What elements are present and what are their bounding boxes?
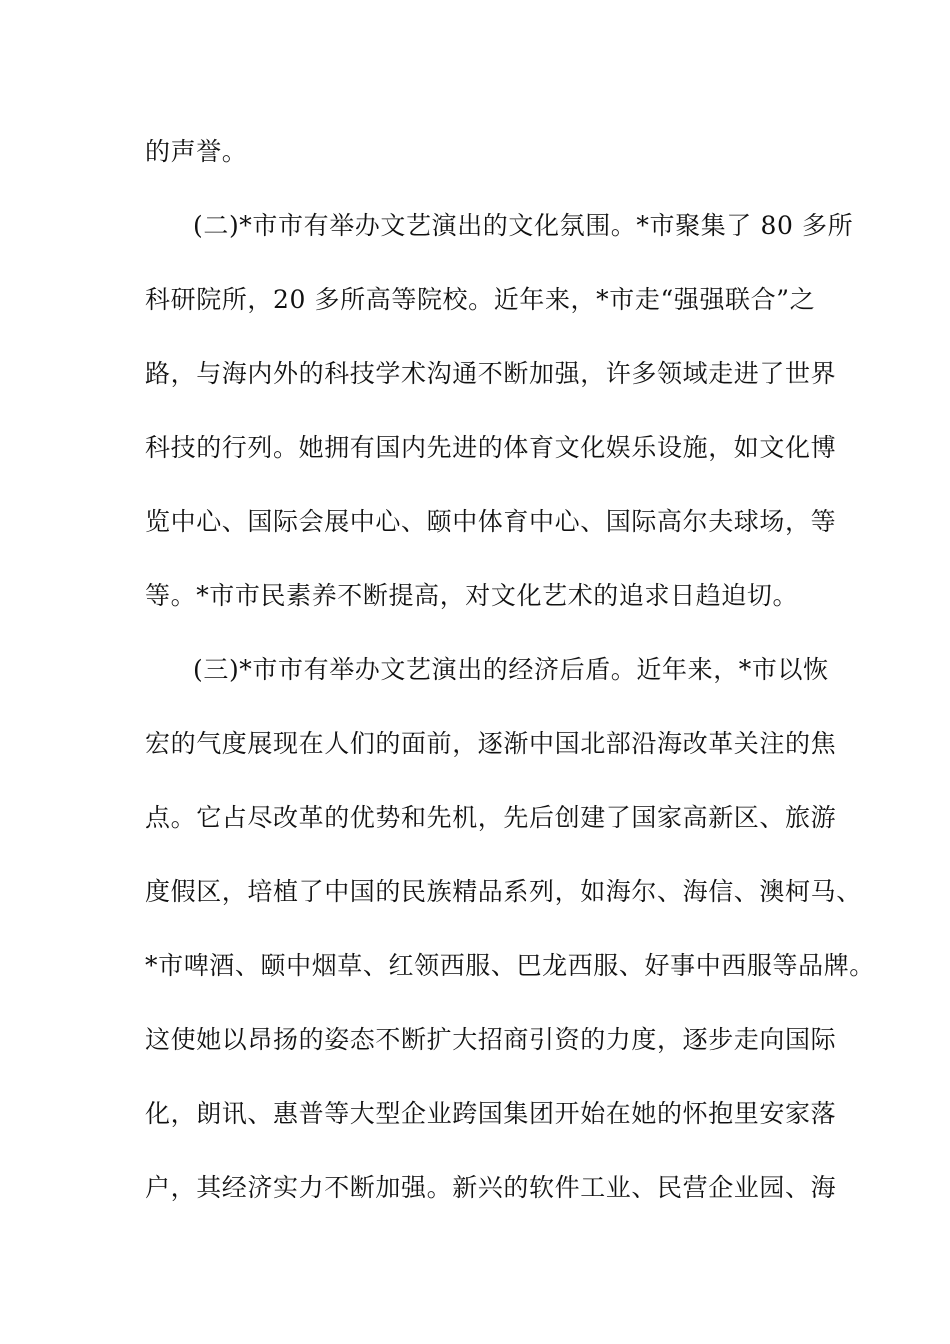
text-line: 户，其经济实力不断加强。新兴的软件工业、民营企业园、海	[145, 1173, 837, 1202]
text-line: 览中心、国际会展中心、颐中体育中心、国际高尔夫球场，等	[145, 507, 837, 536]
text-line: 路，与海内外的科技学术沟通不断加强，许多领域走进了世界	[145, 359, 837, 388]
text-line: 科研院所，20 多所高等院校。近年来，*市走“强强联合”之	[145, 285, 816, 314]
text-line: *市啤酒、颐中烟草、红领西服、巴龙西服、好事中西服等品牌。	[145, 951, 875, 980]
text-line: 化，朗讯、惠普等大型企业跨国集团开始在她的怀抱里安家落	[145, 1099, 837, 1128]
text-line: 这使她以昂扬的姿态不断扩大招商引资的力度，逐步走向国际	[145, 1025, 837, 1054]
text-line: 的声誉。	[145, 137, 248, 166]
paragraph-heading-line: (三)*市市有举办文艺演出的经济后盾。近年来，*市以恢	[193, 655, 829, 684]
body-text	[145, 128, 875, 1238]
text-line: 点。它占尽改革的优势和先机，先后创建了国家高新区、旅游	[145, 803, 837, 832]
text-line: 宏的气度展现在人们的面前，逐渐中国北部沿海改革关注的焦	[145, 729, 837, 758]
text-line: 科技的行列。她拥有国内先进的体育文化娱乐设施，如文化博	[145, 433, 837, 462]
text-line: 度假区，培植了中国的民族精品系列，如海尔、海信、澳柯马、	[145, 877, 862, 906]
text-line: 等。*市市民素养不断提高，对文化艺术的追求日趋迫切。	[145, 581, 799, 610]
paragraph-heading-line: (二)*市市有举办文艺演出的文化氛围。*市聚集了 80 多所	[193, 211, 854, 240]
